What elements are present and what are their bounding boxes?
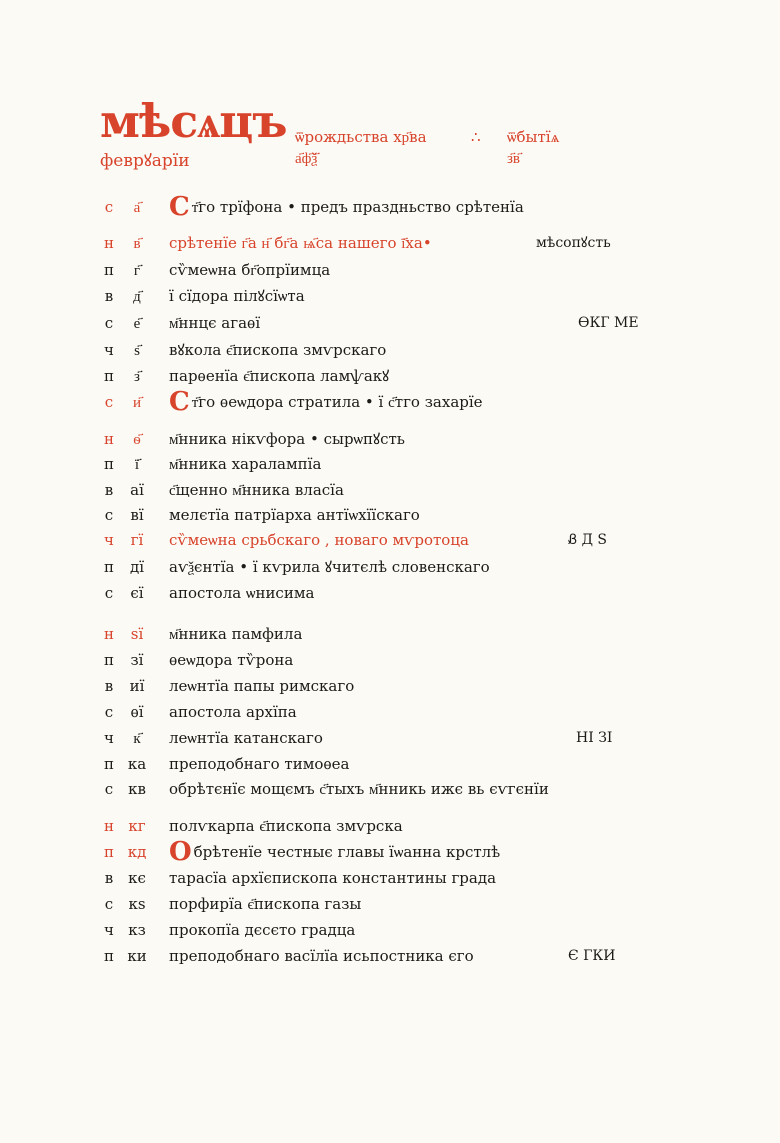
feast-text	[169, 918, 355, 942]
weekday-letter: п	[104, 755, 114, 773]
feast-text	[169, 814, 403, 838]
feast-note: НІ ЗІ	[576, 730, 613, 746]
day-number: ѕї	[130, 625, 144, 643]
weekday-letter: с	[104, 314, 114, 332]
feast-text-body: м҃нника нікѵфора • сырѡпꙋсть	[169, 430, 405, 448]
calendar-row	[100, 918, 720, 942]
calendar-row	[100, 195, 720, 219]
calendar-row	[100, 503, 720, 527]
day-number: єї	[130, 584, 144, 602]
feast-text-body: апостола ѡнисима	[169, 584, 315, 602]
weekday-letter: с	[104, 506, 114, 524]
day-number: а҃	[133, 198, 141, 216]
feast-text	[169, 284, 305, 308]
feast-text-body: мелєтїа патрїарха антїѡхїїскаго	[169, 506, 420, 524]
calendar-row	[100, 777, 720, 801]
calendar-row	[100, 726, 720, 750]
feast-note: мѣсопꙋсть	[536, 235, 611, 251]
feast-text-body: ї сїдора пілꙋсїѡта	[169, 287, 305, 305]
calendar-row	[100, 284, 720, 308]
feast-text	[169, 726, 323, 750]
feast-text	[169, 364, 389, 388]
feast-text	[169, 777, 549, 801]
year-from-world: з҃в҃	[507, 149, 521, 167]
weekday-letter: п	[104, 455, 114, 473]
feast-text-body: тарасїа архїєпископа константины града	[169, 869, 497, 887]
weekday-letter: п	[104, 261, 114, 279]
weekday-letter: в	[104, 677, 114, 695]
feast-text	[169, 390, 483, 414]
feast-text-body: преподобнаго васїлїа исьпостника єго	[169, 947, 474, 965]
weekday-letter: н	[104, 625, 114, 643]
day-number: г҃	[133, 261, 141, 279]
calendar-row	[100, 364, 720, 388]
weekday-letter: п	[104, 651, 114, 669]
calendar-row	[100, 892, 720, 916]
feast-text	[169, 452, 321, 476]
calendar-row	[100, 528, 720, 552]
calendar-row	[100, 231, 720, 255]
day-number: кв	[128, 780, 146, 798]
feast-text	[169, 555, 490, 579]
calendar-row	[100, 478, 720, 502]
day-number: ки	[127, 947, 147, 965]
day-number: кѕ	[128, 895, 146, 913]
feast-text	[169, 503, 420, 527]
day-number: кз	[128, 921, 146, 939]
day-number: ї҃	[134, 455, 140, 473]
feast-text-body: м҃нника памфила	[169, 625, 303, 643]
feast-text-body: полѵкарпа є҃пископа змѵрска	[169, 817, 403, 835]
calendar-row	[100, 648, 720, 672]
from-world-label: ѿбытїѧ	[507, 128, 560, 146]
feast-text-body: срѣтенїе г҃а н҃ бг҃а ѩ҃са нашего ї҃ха•	[169, 234, 432, 252]
feast-text-body: вꙋкола є҃пископа змѵрскаго	[169, 341, 387, 359]
feast-text-body: м҃ннцє агаѳї	[169, 314, 261, 332]
calendar-row	[100, 814, 720, 838]
feast-text-body: леѡнтїа катанскаго	[169, 729, 323, 747]
initial-letter: С	[169, 390, 190, 414]
initial-letter: О	[169, 840, 192, 864]
feast-text-body: прокопїа дєсєто градца	[169, 921, 356, 939]
feast-text	[169, 581, 314, 605]
weekday-letter: с	[104, 584, 114, 602]
feast-text	[169, 944, 474, 968]
weekday-letter: ч	[104, 729, 114, 747]
weekday-letter: с	[104, 895, 114, 913]
weekday-letter: п	[104, 558, 114, 576]
from-birth-label: ѿрождьства хр҃ва	[295, 128, 427, 146]
day-number: вї	[130, 506, 144, 524]
weekday-letter: н	[104, 430, 114, 448]
feast-text	[169, 427, 405, 451]
feast-text-body: м҃нника харалампїа	[169, 455, 322, 473]
feast-text	[169, 648, 293, 672]
calendar-row	[100, 427, 720, 451]
weekday-letter: в	[104, 287, 114, 305]
feast-text-body: парѳенїа є҃пископа ламѱакꙋ	[169, 367, 390, 385]
calendar-row	[100, 700, 720, 724]
calendar-row	[100, 311, 720, 335]
calendar-row	[100, 338, 720, 362]
day-number: д҃	[133, 287, 141, 305]
weekday-letter: п	[104, 367, 114, 385]
day-number: в҃	[133, 234, 141, 252]
feast-note: ѲКГ МЕ	[578, 315, 639, 331]
feast-text	[169, 195, 524, 219]
header-separator: ∴	[471, 128, 481, 146]
weekday-letter: с	[104, 780, 114, 798]
feast-text-body: т҃го ѳеѡдора стратила • ї с҃тго захарїе	[191, 393, 483, 411]
feast-text	[169, 840, 500, 864]
weekday-letter: ч	[104, 341, 114, 359]
day-number: кд	[127, 843, 147, 861]
day-number: и҃	[132, 393, 142, 411]
feast-text	[169, 338, 386, 362]
feast-text-body: сѷмеѡна срьбскаго , новаго мѵротоца	[169, 531, 469, 549]
day-number: ка	[127, 755, 147, 773]
feast-text	[169, 674, 354, 698]
feast-text-body: брѣтенїе честныє главы їѡанна крстлѣ	[193, 843, 501, 861]
feast-text	[169, 258, 330, 282]
feast-text-body: апостола архїпа	[169, 703, 297, 721]
calendar-row	[100, 581, 720, 605]
calendar-row	[100, 390, 720, 414]
calendar-row	[100, 752, 720, 776]
day-number: гї	[130, 531, 144, 549]
feast-text	[169, 622, 302, 646]
weekday-letter: с	[104, 703, 114, 721]
feast-text	[169, 478, 344, 502]
day-number: кг	[128, 817, 146, 835]
day-number: ѕ҃	[134, 341, 140, 359]
calendar-row	[100, 452, 720, 476]
feast-text	[169, 700, 297, 724]
day-number: з҃	[134, 367, 140, 385]
feast-text	[169, 752, 350, 776]
feast-text	[169, 866, 496, 890]
calendar-row	[100, 674, 720, 698]
month-name: феврꙋарїи	[100, 151, 190, 171]
feast-text-body: порфирїа є҃пископа газы	[169, 895, 362, 913]
weekday-letter: в	[104, 481, 114, 499]
weekday-letter: с	[104, 393, 114, 411]
weekday-letter: н	[104, 817, 114, 835]
feast-note: Є ГКИ	[568, 948, 616, 964]
feast-text-body: обрѣтєнїє мощємъ с҃тыхъ м҃нникь ижє вь єѵгєнїи	[169, 780, 549, 798]
calendar-row	[100, 555, 720, 579]
weekday-letter: н	[104, 234, 114, 252]
day-number: ѳ҃	[133, 430, 141, 448]
feast-text	[169, 892, 361, 916]
calendar-row	[100, 258, 720, 282]
day-number: кє	[128, 869, 146, 887]
weekday-letter: ч	[104, 921, 114, 939]
weekday-letter: с	[104, 198, 114, 216]
feast-text-body: аѵѯєнтїа • ї кѵрила ꙋчитєлѣ словенскаго	[169, 558, 490, 576]
day-number: зї	[130, 651, 144, 669]
feast-text-body: леѡнтїа папы римскаго	[169, 677, 355, 695]
feast-text	[169, 311, 260, 335]
day-number: е҃	[133, 314, 141, 332]
feast-text-body: с҃щенно м҃нника власїа	[169, 481, 344, 499]
weekday-letter: п	[104, 947, 114, 965]
day-number: дї	[129, 558, 145, 576]
feast-text	[169, 528, 469, 552]
feast-text-body: сѷмеѡна бг҃опрїимца	[169, 261, 331, 279]
calendar-row	[100, 622, 720, 646]
calendar-row	[100, 840, 720, 864]
day-number: иї	[129, 677, 145, 695]
year-from-birth: а҃ф҃ѯ҃	[295, 149, 318, 167]
day-number: к҃	[133, 729, 141, 747]
feast-text-body: т҃го трїфона • предъ праздньство срѣтенїа	[191, 198, 524, 216]
calendar-row	[100, 866, 720, 890]
page-title: мѣсѧцъ	[100, 94, 287, 148]
day-number: аї	[130, 481, 144, 499]
weekday-letter: ч	[104, 531, 114, 549]
day-number: ѳї	[130, 703, 144, 721]
calendar-row	[100, 944, 720, 968]
feast-text-body: преподобнаго тимоѳеа	[169, 755, 350, 773]
feast-note: Ᏸ Д S	[568, 532, 608, 548]
weekday-letter: в	[104, 869, 114, 887]
feast-text	[169, 231, 432, 255]
weekday-letter: п	[104, 843, 114, 861]
initial-letter: С	[169, 195, 190, 219]
feast-text-body: ѳеѡдора тѷрона	[169, 651, 294, 669]
